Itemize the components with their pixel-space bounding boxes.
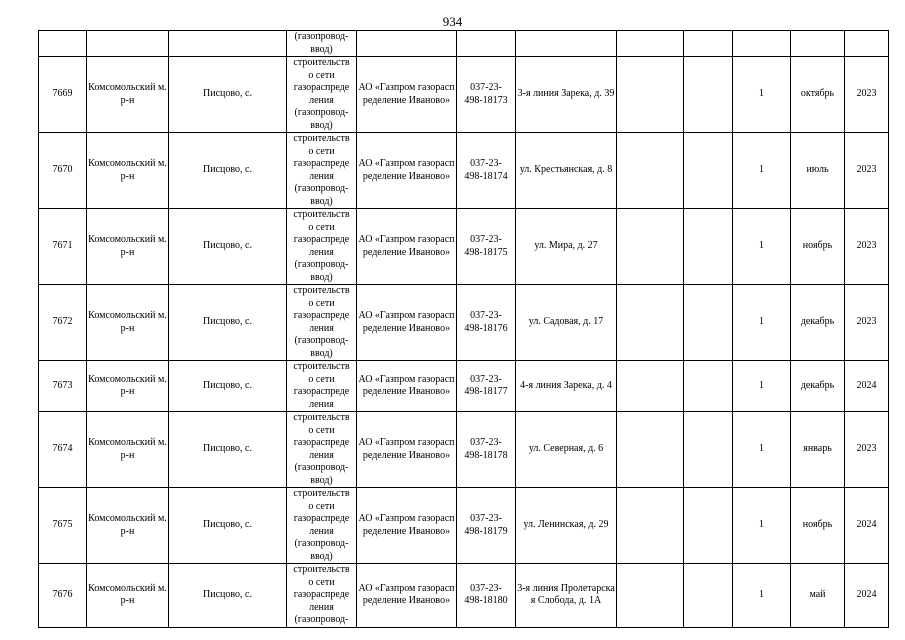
cell-work-line: (газопровод- [294, 107, 349, 118]
table-row [39, 412, 889, 488]
cell-year-text: 2024 [856, 379, 877, 391]
cell-year-text: 2023 [856, 88, 877, 100]
cell-registration-line: 037-23- [470, 513, 502, 524]
cell-quantity-text: 1 [759, 589, 764, 600]
cell-quantity [733, 361, 791, 412]
cell-quantity-text: 1 [759, 443, 764, 455]
table-row [39, 57, 889, 133]
cell-locality [169, 361, 287, 412]
cell-number-text: 7673 [52, 379, 73, 391]
cell-work-line: газораспреде [293, 310, 350, 321]
cell-organization [357, 133, 457, 209]
cell-registration-line: 498-18180 [464, 595, 508, 607]
cell-district-text: Комсомольский м.р-н [88, 82, 167, 106]
cell-district [87, 412, 169, 488]
cell-work-line: о сети [308, 69, 335, 81]
cell-year [845, 564, 889, 628]
cell-empty [617, 57, 684, 133]
cell-locality-text: Писцово, с. [203, 88, 252, 100]
cell-work-line: ввод) [310, 550, 333, 562]
cell-work-line: о сети [308, 221, 335, 233]
cell-work-line: (газопровод- [294, 259, 349, 270]
cell-work [287, 285, 357, 361]
cell-organization-text: АО «Газпром газораспределение Иваново» [358, 373, 455, 397]
cell-locality-text: Писцово, с. [203, 443, 252, 455]
cell-registration [457, 57, 516, 133]
table-row [39, 564, 889, 628]
cell-registration-line: 037-23- [470, 82, 502, 93]
cell-quantity [733, 57, 791, 133]
cell-locality [169, 209, 287, 285]
cell-work [287, 361, 357, 412]
cell-registration-line: 498-18179 [464, 525, 508, 537]
cell-district [87, 209, 169, 285]
cell-quantity-text: 1 [759, 88, 764, 100]
cell-work [287, 564, 357, 628]
cell-work-line: строительств [293, 361, 350, 372]
cell-work-line: строительств [293, 133, 350, 144]
cell-year [845, 412, 889, 488]
cell-month-text: ноябрь [802, 519, 833, 531]
cell-district-text: Комсомольский м.р-н [88, 158, 167, 182]
cell-organization-text: АО «Газпром газораспределение Иваново» [358, 513, 455, 537]
cell-number-text: 7670 [52, 164, 73, 176]
cell-month [791, 133, 845, 209]
cell-registration [457, 488, 516, 564]
cell-number-text: 7671 [52, 240, 73, 252]
cell-empty [684, 31, 733, 57]
cell-locality [169, 57, 287, 133]
cell-number [39, 133, 87, 209]
cell-organization-text: АО «Газпром газораспределение Иваново» [358, 82, 455, 106]
cell-empty [684, 133, 733, 209]
cell-work-line: ввод) [310, 119, 333, 131]
cell-registration [457, 285, 516, 361]
cell-organization-text: АО «Газпром газораспределение Иваново» [358, 582, 455, 607]
cell-quantity-text: 1 [759, 240, 764, 252]
cell-work [287, 57, 357, 133]
cell-address-text: 3-я линия Зарека, д. 39 [517, 88, 615, 100]
cell-registration-line: 498-18173 [464, 94, 508, 106]
cell-address-text: ул. Северная, д. 6 [528, 443, 604, 455]
cell-month-text: ноябрь [802, 240, 833, 252]
cell-organization-text: АО «Газпром газораспределение Иваново» [358, 158, 455, 182]
cell-year-text: 2024 [856, 519, 877, 531]
cell-empty [684, 209, 733, 285]
cell-district-text: Комсомольский м.р-н [88, 437, 167, 461]
registry-table [38, 30, 889, 628]
cell-address [516, 133, 617, 209]
cell-district-text: Комсомольский м.р-н [88, 373, 167, 397]
cell-empty [684, 412, 733, 488]
cell-number [39, 285, 87, 361]
cell-empty [169, 31, 287, 57]
cell-month [791, 488, 845, 564]
cell-empty [733, 31, 791, 57]
cell-district [87, 133, 169, 209]
cell-organization [357, 285, 457, 361]
cell-number-text: 7669 [52, 88, 73, 100]
cell-work-line: газораспреде [293, 158, 350, 169]
cell-work-line: ления [309, 246, 334, 258]
cell-month-text: октябрь [800, 88, 835, 100]
cell-quantity-text: 1 [759, 519, 764, 531]
cell-work-line: о сети [308, 500, 335, 512]
work-fragment-line: (газопровод- [294, 31, 349, 42]
cell-locality [169, 564, 287, 628]
cell-address [516, 57, 617, 133]
cell-work-line: о сети [308, 424, 335, 436]
table-row [39, 209, 889, 285]
cell-registration-line: 037-23- [470, 158, 502, 169]
cell-empty [684, 488, 733, 564]
cell-address [516, 488, 617, 564]
cell-year-text: 2024 [856, 589, 877, 600]
table-row [39, 488, 889, 564]
cell-work-line: ввод) [310, 271, 333, 283]
cell-number-text: 7676 [52, 589, 73, 600]
cell-year [845, 488, 889, 564]
cell-address-text: 4-я линия Зарека, д. 4 [520, 379, 612, 391]
cell-work-line: газораспреде [293, 234, 350, 245]
cell-organization [357, 564, 457, 628]
cell-organization [357, 209, 457, 285]
cell-work-fragment [287, 31, 357, 57]
cell-work-line: (газопровод- [294, 335, 349, 346]
cell-registration [457, 209, 516, 285]
cell-number [39, 412, 87, 488]
cell-month-text: декабрь [800, 316, 835, 328]
cell-year [845, 361, 889, 412]
cell-locality-text: Писцово, с. [203, 379, 252, 391]
cell-year [845, 285, 889, 361]
cell-address [516, 564, 617, 628]
cell-quantity [733, 209, 791, 285]
cell-work-line: ления [309, 398, 334, 410]
cell-year-text: 2023 [856, 443, 877, 455]
cell-locality [169, 412, 287, 488]
cell-work-line: строительств [293, 564, 350, 575]
cell-empty [684, 361, 733, 412]
cell-district-text: Комсомольский м.р-н [88, 310, 167, 334]
cell-locality-text: Писцово, с. [203, 519, 252, 531]
cell-number-text: 7672 [52, 316, 73, 328]
cell-quantity [733, 488, 791, 564]
cell-registration-line: 498-18177 [464, 386, 508, 397]
cell-work-line: о сети [308, 145, 335, 157]
cell-year [845, 209, 889, 285]
cell-quantity [733, 133, 791, 209]
cell-work-line: (газопровод- [294, 462, 349, 473]
cell-empty [684, 285, 733, 361]
cell-organization-text: АО «Газпром газораспределение Иваново» [358, 234, 455, 258]
cell-work-line: ввод) [310, 347, 333, 359]
cell-registration-line: 498-18175 [464, 246, 508, 258]
table-row [39, 361, 889, 412]
cell-work [287, 133, 357, 209]
cell-registration-line: 037-23- [470, 582, 502, 594]
cell-organization [357, 488, 457, 564]
cell-month [791, 412, 845, 488]
cell-work-line: о сети [308, 373, 335, 385]
cell-empty [684, 57, 733, 133]
cell-registration-line: 037-23- [470, 234, 502, 245]
cell-empty [617, 209, 684, 285]
cell-number [39, 564, 87, 628]
cell-registration-line: 498-18176 [464, 322, 508, 334]
cell-locality-text: Писцово, с. [203, 316, 252, 328]
page-number: 934 [442, 14, 463, 29]
cell-month [791, 57, 845, 133]
table-row [39, 133, 889, 209]
cell-address-text: ул. Крестьянская, д. 8 [519, 164, 613, 176]
cell-registration [457, 361, 516, 412]
cell-empty [516, 31, 617, 57]
cell-address [516, 361, 617, 412]
cell-organization [357, 57, 457, 133]
cell-work-line: строительств [293, 488, 350, 499]
cell-empty [684, 564, 733, 628]
cell-address [516, 285, 617, 361]
cell-locality-text: Писцово, с. [203, 589, 252, 600]
cell-work-line: ления [309, 322, 334, 334]
cell-empty [617, 31, 684, 57]
cell-year-text: 2023 [856, 164, 877, 176]
cell-work-line: газораспреде [293, 386, 350, 397]
cell-locality [169, 488, 287, 564]
cell-registration [457, 564, 516, 628]
cell-registration-line: 498-18178 [464, 449, 508, 461]
cell-work-line: газораспреде [293, 589, 350, 600]
cell-address-text: ул. Ленинская, д. 29 [523, 519, 609, 531]
cell-number-text: 7674 [52, 443, 73, 455]
cell-work-line: газораспреде [293, 437, 350, 448]
work-fragment-line: ввод) [310, 43, 333, 55]
cell-month [791, 361, 845, 412]
cell-empty [617, 488, 684, 564]
table-row-fragment [39, 31, 889, 57]
cell-work-line: (газопровод- [294, 614, 349, 625]
cell-empty [457, 31, 516, 57]
cell-work-line: строительств [293, 57, 350, 68]
cell-address-text: ул. Садовая, д. 17 [528, 316, 604, 328]
cell-month [791, 285, 845, 361]
cell-empty [87, 31, 169, 57]
cell-month-text: май [809, 589, 826, 600]
cell-number [39, 209, 87, 285]
cell-empty [617, 412, 684, 488]
cell-district [87, 488, 169, 564]
cell-work-line: газораспреде [293, 513, 350, 524]
cell-locality-text: Писцово, с. [203, 164, 252, 176]
cell-empty [845, 31, 889, 57]
cell-empty [791, 31, 845, 57]
cell-registration-line: 037-23- [470, 437, 502, 448]
cell-locality-text: Писцово, с. [203, 240, 252, 252]
cell-month-text: январь [803, 443, 832, 455]
cell-registration [457, 412, 516, 488]
cell-work-line: строительств [293, 209, 350, 220]
cell-work-line: ления [309, 170, 334, 182]
cell-work-line: о сети [308, 297, 335, 309]
cell-work-line: (газопровод- [294, 183, 349, 194]
cell-organization-text: АО «Газпром газораспределение Иваново» [358, 437, 455, 461]
cell-work [287, 488, 357, 564]
cell-address [516, 209, 617, 285]
cell-year [845, 133, 889, 209]
cell-work-line: (газопровод- [294, 538, 349, 549]
cell-empty [617, 361, 684, 412]
cell-month [791, 564, 845, 628]
cell-year [845, 57, 889, 133]
cell-work-line: ления [309, 601, 334, 613]
cell-organization-text: АО «Газпром газораспределение Иваново» [358, 310, 455, 334]
cell-organization [357, 361, 457, 412]
cell-month-text: декабрь [800, 379, 835, 391]
cell-work-line: ввод) [310, 195, 333, 207]
cell-year-text: 2023 [856, 240, 877, 252]
cell-locality [169, 285, 287, 361]
cell-work-line: ввод) [310, 474, 333, 486]
cell-empty [39, 31, 87, 57]
table-row [39, 285, 889, 361]
cell-work-line: ления [309, 525, 334, 537]
cell-district [87, 285, 169, 361]
cell-number-text: 7675 [52, 519, 73, 531]
cell-empty [617, 564, 684, 628]
cell-empty [617, 133, 684, 209]
cell-address-text: ул. Мира, д. 27 [534, 240, 598, 252]
cell-number [39, 361, 87, 412]
cell-work [287, 412, 357, 488]
cell-district [87, 57, 169, 133]
cell-quantity-text: 1 [759, 164, 764, 176]
cell-quantity [733, 564, 791, 628]
cell-quantity [733, 412, 791, 488]
cell-address [516, 412, 617, 488]
cell-number [39, 57, 87, 133]
cell-quantity-text: 1 [759, 316, 764, 328]
cell-work-line: строительств [293, 412, 350, 423]
cell-organization [357, 412, 457, 488]
cell-number [39, 488, 87, 564]
cell-year-text: 2023 [856, 316, 877, 328]
cell-registration-line: 037-23- [470, 373, 502, 385]
cell-empty [357, 31, 457, 57]
cell-work-line: ления [309, 94, 334, 106]
cell-work-line: строительств [293, 285, 350, 296]
cell-registration-line: 498-18174 [464, 170, 508, 182]
cell-district [87, 361, 169, 412]
cell-month [791, 209, 845, 285]
cell-district-text: Комсомольский м.р-н [88, 513, 167, 537]
cell-month-text: июль [806, 164, 829, 176]
cell-registration [457, 133, 516, 209]
cell-work-line: ления [309, 449, 334, 461]
cell-quantity-text: 1 [759, 379, 764, 391]
cell-empty [617, 285, 684, 361]
cell-district-text: Комсомольский м.р-н [88, 582, 167, 607]
cell-locality [169, 133, 287, 209]
cell-district [87, 564, 169, 628]
cell-address-text: 3-я линия Пролетарская Слобода, д. 1А [517, 582, 615, 607]
cell-work-line: газораспреде [293, 82, 350, 93]
cell-quantity [733, 285, 791, 361]
cell-district-text: Комсомольский м.р-н [88, 234, 167, 258]
cell-work-line: о сети [308, 576, 335, 588]
cell-registration-line: 037-23- [470, 310, 502, 321]
cell-work [287, 209, 357, 285]
